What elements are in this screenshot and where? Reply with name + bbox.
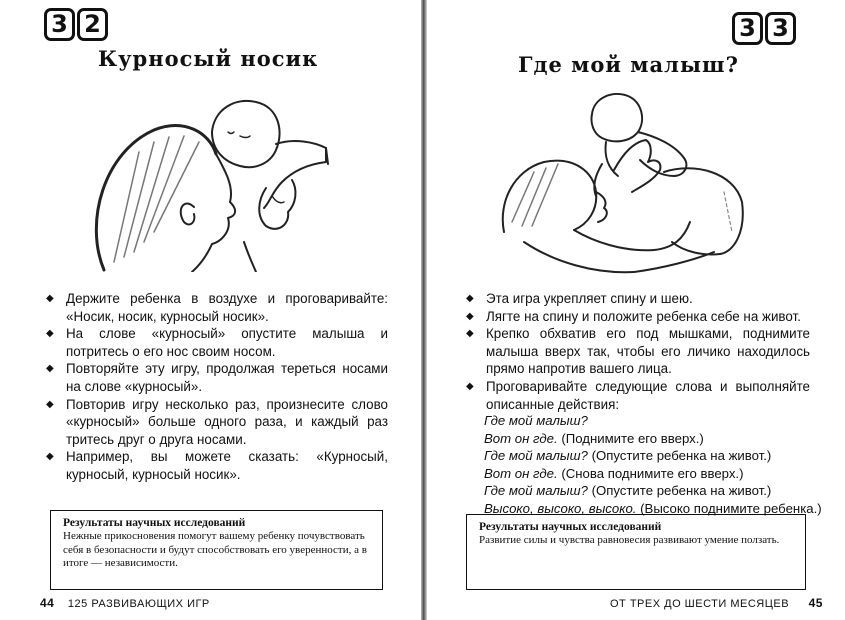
research-title: Результаты научных исследований [63, 517, 246, 529]
activity-title: Курносый носик [98, 46, 319, 71]
list-item: ◆ На слове «курносый» опустите малыша и потритесь о его нос своим носом. [44, 325, 388, 360]
rhyme-spoken: Вот он где. [484, 465, 558, 481]
activity-number [44, 8, 108, 41]
list-item: ◆ Проговаривайте следующие слова и выполняйте описанные действия: [464, 378, 810, 413]
rhyme-line [484, 482, 822, 500]
right-page [428, 0, 845, 620]
activity-number-digit: 3 [732, 12, 763, 45]
activity-number-digit: 2 [77, 8, 108, 41]
activity-number-digit: 3 [765, 12, 796, 45]
activity-number-digit: 3 [44, 8, 75, 41]
list-item: ◆ Крепко обхватив его под мышками, поднимите малыша вверх так, чтобы его личико находилось прямо напротив вашего лица. [464, 325, 810, 378]
research-text: Нежные прикосновения помогут вашему ребенку почувствовать себя в безопасности и будут способствовать его уверенности, а в итоге — независимости. [63, 530, 367, 569]
running-header: 125 РАЗВИВАЮЩИХ ИГР [67, 598, 210, 610]
rhyme-action: (Высоко поднимите ребенка.) [640, 500, 822, 516]
rhyme-spoken: Где мой малыш? [484, 448, 588, 464]
page-number: 44 [40, 596, 55, 610]
list-item: ◆ Повторив игру несколько раз, произнесите слово «курносый» больше одного раза, и каждый раз тритесь друг о друга носами. [44, 396, 388, 449]
list-item: ◆ Держите ребенка в воздухе и проговаривайте: «Носик, носик, курносый носик». [44, 290, 388, 325]
list-item: ◆ Например, вы можете сказать: «Курносый, курносый, курносый носик». [44, 448, 388, 483]
rhyme-action: (Поднимите его вверх.) [561, 430, 704, 446]
rhyme-spoken: Вот он где. [484, 430, 558, 446]
instructions-list [464, 290, 810, 413]
research-title: Результаты научных исследований [479, 521, 662, 533]
rhyme-action: (Опустите ребенка на живот.) [591, 483, 772, 499]
research-box [50, 510, 383, 590]
research-box [466, 514, 806, 590]
page-footer [610, 596, 823, 610]
left-page [0, 0, 420, 620]
rhyme-block [484, 412, 822, 518]
rhyme-line [484, 447, 822, 465]
page-number: 45 [808, 596, 823, 610]
rhyme-line [484, 465, 822, 483]
parent-lifting-baby-illustration [484, 92, 754, 277]
list-item: ◆ Эта игра укрепляет спину и шею. [464, 290, 810, 308]
rhyme-action: (Снова поднимите его вверх.) [561, 465, 744, 481]
rhyme-line [484, 412, 822, 430]
page-footer [40, 596, 210, 610]
father-holding-baby-illustration [44, 92, 364, 272]
running-header: ОТ ТРЕХ ДО ШЕСТИ МЕСЯЦЕВ [610, 598, 790, 610]
rhyme-spoken: Высоко, высоко, высоко. [484, 500, 637, 516]
rhyme-action: (Опустите ребенка на живот.) [591, 448, 772, 464]
research-text: Развитие силы и чувства равновесия развивают умение ползать. [479, 534, 780, 546]
activity-number [732, 12, 796, 45]
instructions-list [44, 290, 388, 484]
list-item: ◆ Повторяйте эту игру, продолжая тереться носами на слове «курносый». [44, 360, 388, 395]
book-spine [421, 0, 427, 620]
activity-title: Где мой малыш? [518, 52, 739, 77]
rhyme-spoken: Где мой малыш? [484, 483, 588, 499]
list-item: ◆ Лягте на спину и положите ребенка себе на живот. [464, 308, 810, 326]
rhyme-line [484, 430, 822, 448]
rhyme-spoken: Где мой малыш? [484, 413, 588, 428]
